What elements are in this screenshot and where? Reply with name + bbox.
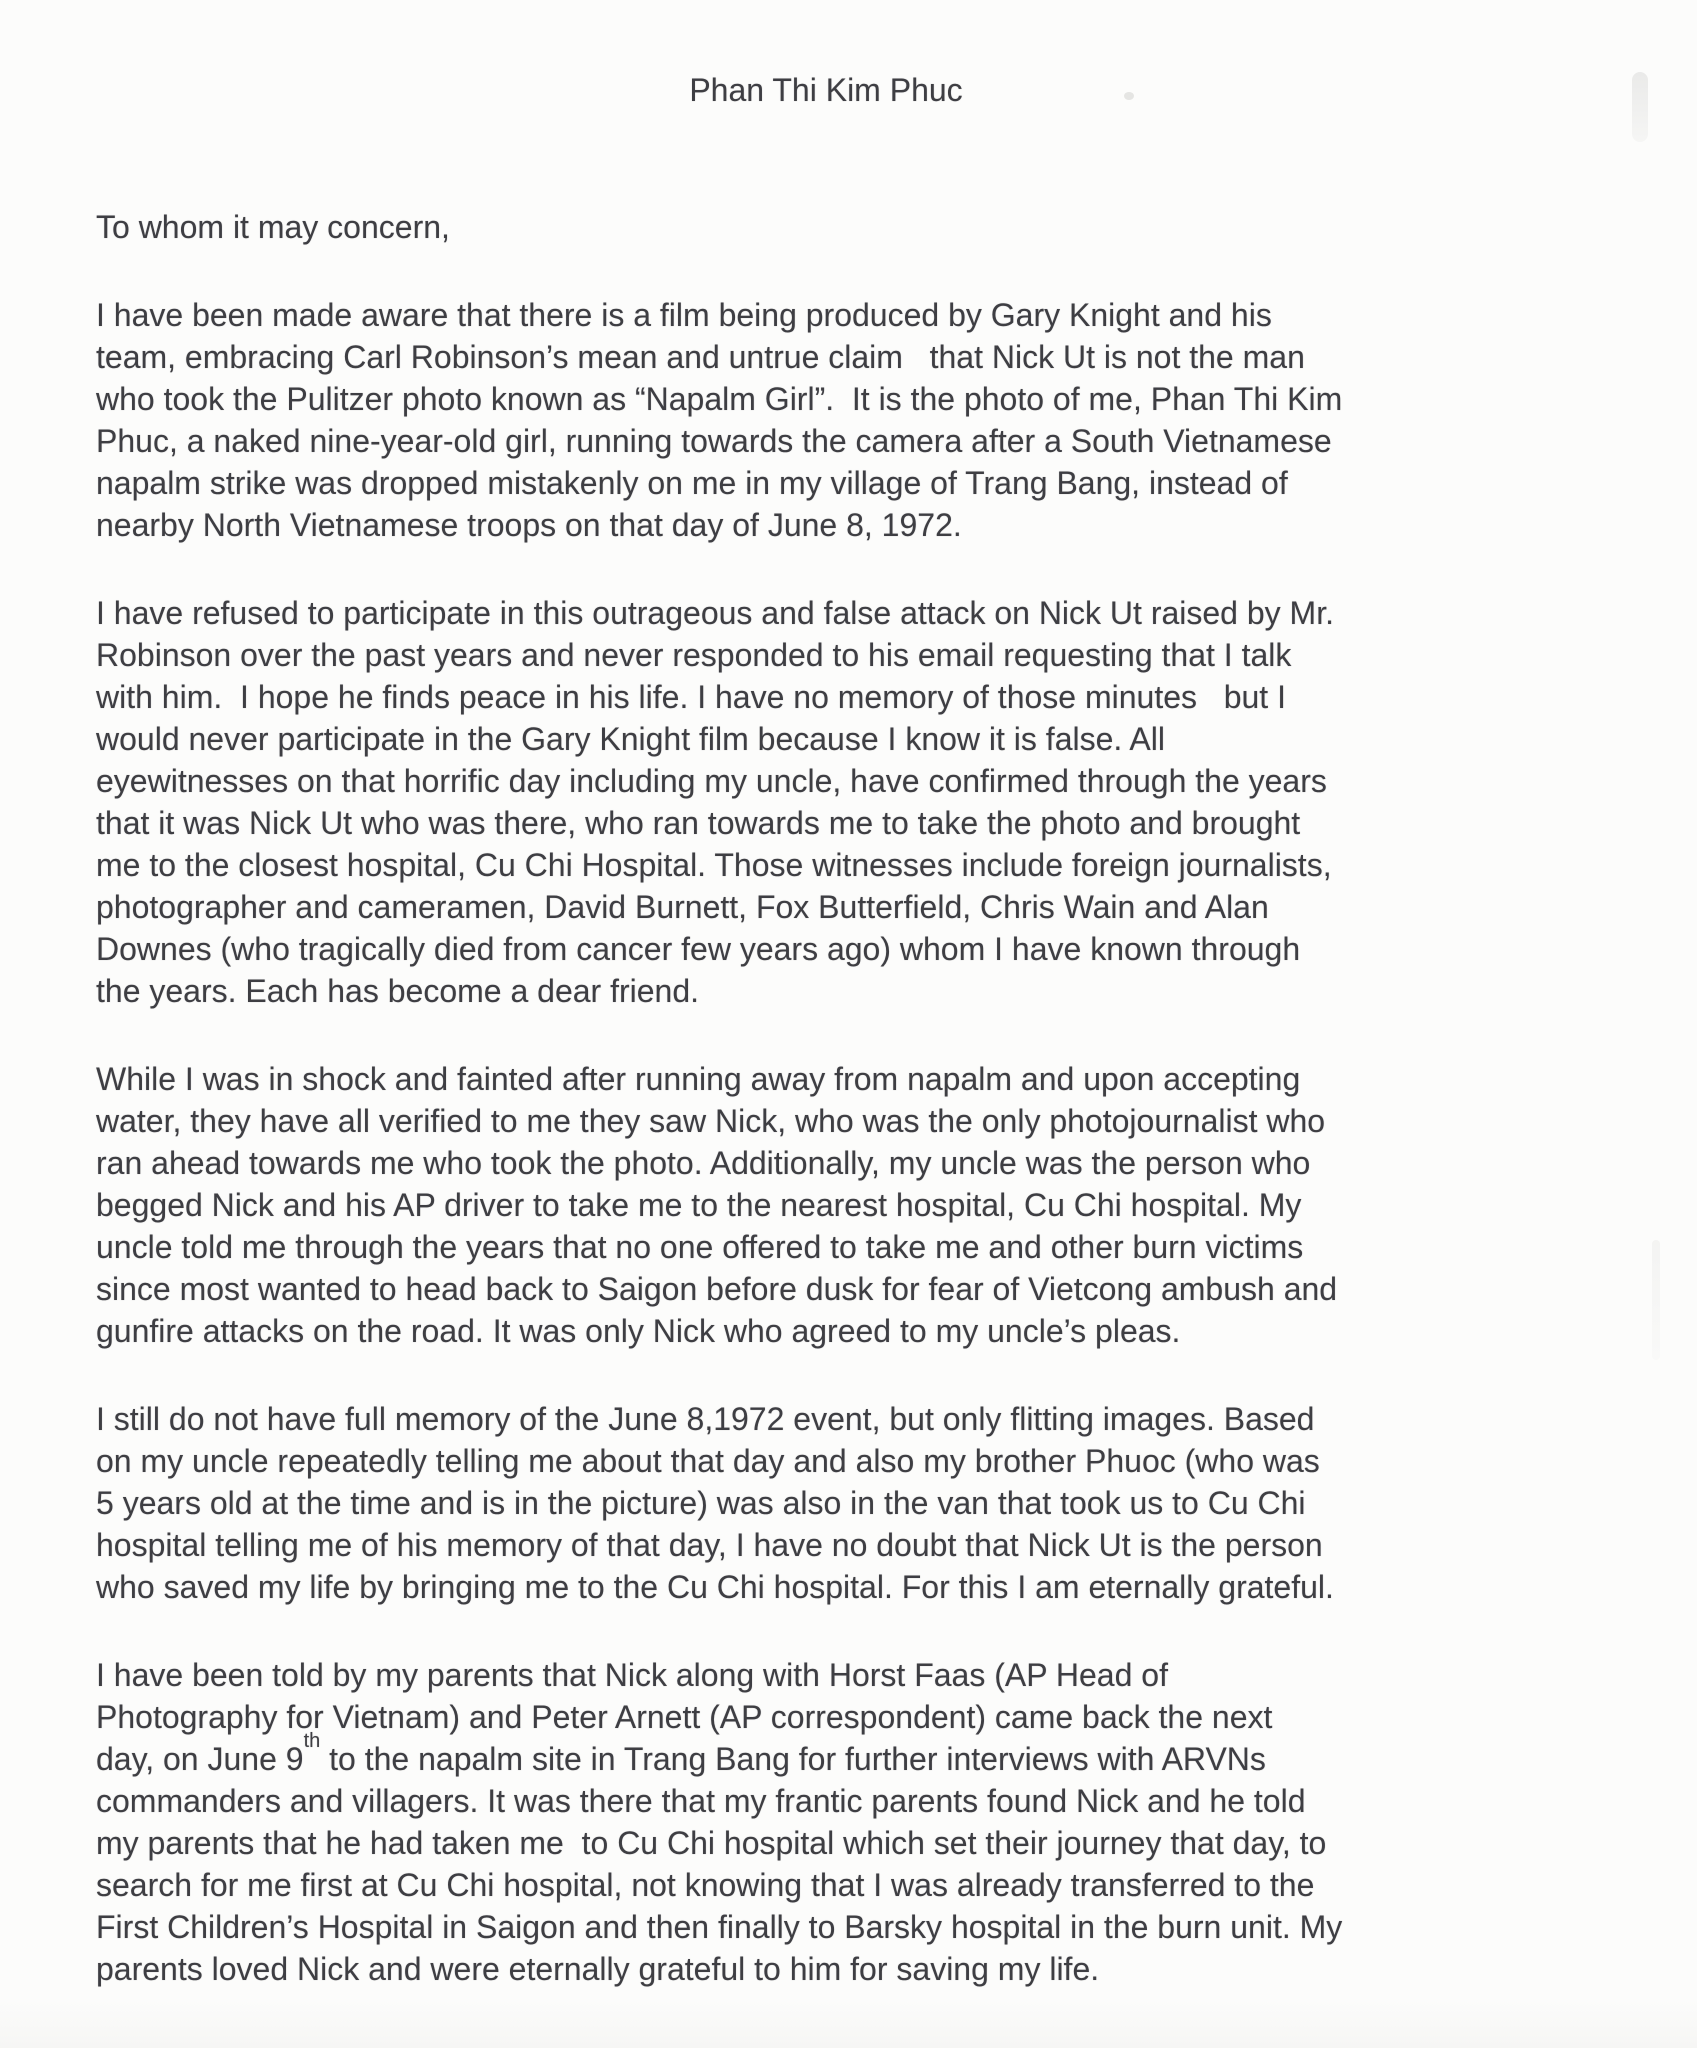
text-line: that it was Nick Ut who was there, who ran towards me to take the photo and brought <box>96 805 1301 841</box>
paragraph-4 <box>96 1398 1556 1608</box>
text-line: since most wanted to head back to Saigon before dusk for fear of Vietcong ambush and <box>96 1271 1338 1307</box>
text-line: commanders and villagers. It was there that my frantic parents found Nick and he told <box>96 1783 1306 1819</box>
text-line: While I was in shock and fainted after running away from napalm and upon accepting <box>96 1061 1301 1097</box>
paragraph-5-bottom-lines <box>96 1780 1556 1990</box>
text-line: 5 years old at the time and is in the picture) was also in the van that took us to Cu Chi <box>96 1485 1306 1521</box>
text-line: me to the closest hospital, Cu Chi Hospital. Those witnesses include foreign journalists, <box>96 847 1332 883</box>
ordinal-superscript: th <box>303 1730 321 1753</box>
split-line-after: to the napalm site in Trang Bang for further interviews with ARVNs <box>320 1741 1266 1777</box>
letter-body <box>96 0 1556 1990</box>
text-line: on my uncle repeatedly telling me about that day and also my brother Phuoc (who was <box>96 1443 1320 1479</box>
text-line: with him. I hope he finds peace in his life. I have no memory of those minutes but I <box>96 679 1286 715</box>
paragraph-5-top-lines <box>96 1654 1556 1738</box>
text-line-with-superscript <box>96 1730 1556 1780</box>
text-line: who saved my life by bringing me to the Cu Chi hospital. For this I am eternally grateful. <box>96 1569 1334 1605</box>
text-line: I still do not have full memory of the June 8,1972 event, but only flitting images. Based <box>96 1401 1315 1437</box>
text-line: search for me first at Cu Chi hospital, not knowing that I was already transferred to the <box>96 1867 1315 1903</box>
text-line: the years. Each has become a dear friend. <box>96 973 700 1009</box>
scan-streak <box>1652 1240 1660 1360</box>
text-line: would never participate in the Gary Knight film because I know it is false. All <box>96 721 1165 757</box>
text-line: uncle told me through the years that no one offered to take me and other burn victims <box>96 1229 1304 1265</box>
text-line: nearby North Vietnamese troops on that day of June 8, 1972. <box>96 507 962 543</box>
text-line: Phuc, a naked nine-year-old girl, running towards the camera after a South Vietnamese <box>96 423 1332 459</box>
paragraph-1 <box>96 294 1556 546</box>
text-line: gunfire attacks on the road. It was only Nick who agreed to my uncle’s pleas. <box>96 1313 1181 1349</box>
text-line: napalm strike was dropped mistakenly on me in my village of Trang Bang, instead of <box>96 465 1288 501</box>
text-line: begged Nick and his AP driver to take me to the nearest hospital, Cu Chi hospital. My <box>96 1187 1302 1223</box>
salutation: To whom it may concern, <box>96 209 450 245</box>
split-line-before: day, on June 9 <box>96 1741 304 1777</box>
text-line: I have been told by my parents that Nick along with Horst Faas (AP Head of <box>96 1657 1168 1693</box>
text-line: I have refused to participate in this outrageous and false attack on Nick Ut raised by Mr. <box>96 595 1334 631</box>
text-line: Downes (who tragically died from cancer few years ago) whom I have known through <box>96 931 1301 967</box>
text-line: hospital telling me of his memory of that day, I have no doubt that Nick Ut is the person <box>96 1527 1323 1563</box>
text-line: I have been made aware that there is a film being produced by Gary Knight and his <box>96 297 1272 333</box>
text-line: my parents that he had taken me to Cu Chi hospital which set their journey that day, to <box>96 1825 1327 1861</box>
text-line: First Children’s Hospital in Saigon and then finally to Barsky hospital in the burn unit. My <box>96 1909 1343 1945</box>
text-line: eyewitnesses on that horrific day including my uncle, have confirmed through the years <box>96 763 1327 799</box>
text-line: Robinson over the past years and never responded to his email requesting that I talk <box>96 637 1292 673</box>
text-line: Photography for Vietnam) and Peter Arnett (AP correspondent) came back the next <box>96 1699 1273 1735</box>
scan-smudge <box>1632 72 1648 142</box>
paragraph-5 <box>96 1654 1556 1990</box>
paragraph-2 <box>96 592 1556 1012</box>
text-line: who took the Pulitzer photo known as “Napalm Girl”. It is the photo of me, Phan Thi Kim <box>96 381 1343 417</box>
text-line: team, embracing Carl Robinson’s mean and untrue claim that Nick Ut is not the man <box>96 339 1305 375</box>
scan-haze <box>0 2000 1697 2048</box>
text-line: photographer and cameramen, David Burnett, Fox Butterfield, Chris Wain and Alan <box>96 889 1269 925</box>
text-line: ran ahead towards me who took the photo. Additionally, my uncle was the person who <box>96 1145 1311 1181</box>
paragraph-3 <box>96 1058 1556 1352</box>
text-line: parents loved Nick and were eternally grateful to him for saving my life. <box>96 1951 1100 1987</box>
letter-title: Phan Thi Kim Phuc <box>689 72 963 108</box>
text-line: water, they have all verified to me they saw Nick, who was the only photojournalist who <box>96 1103 1326 1139</box>
